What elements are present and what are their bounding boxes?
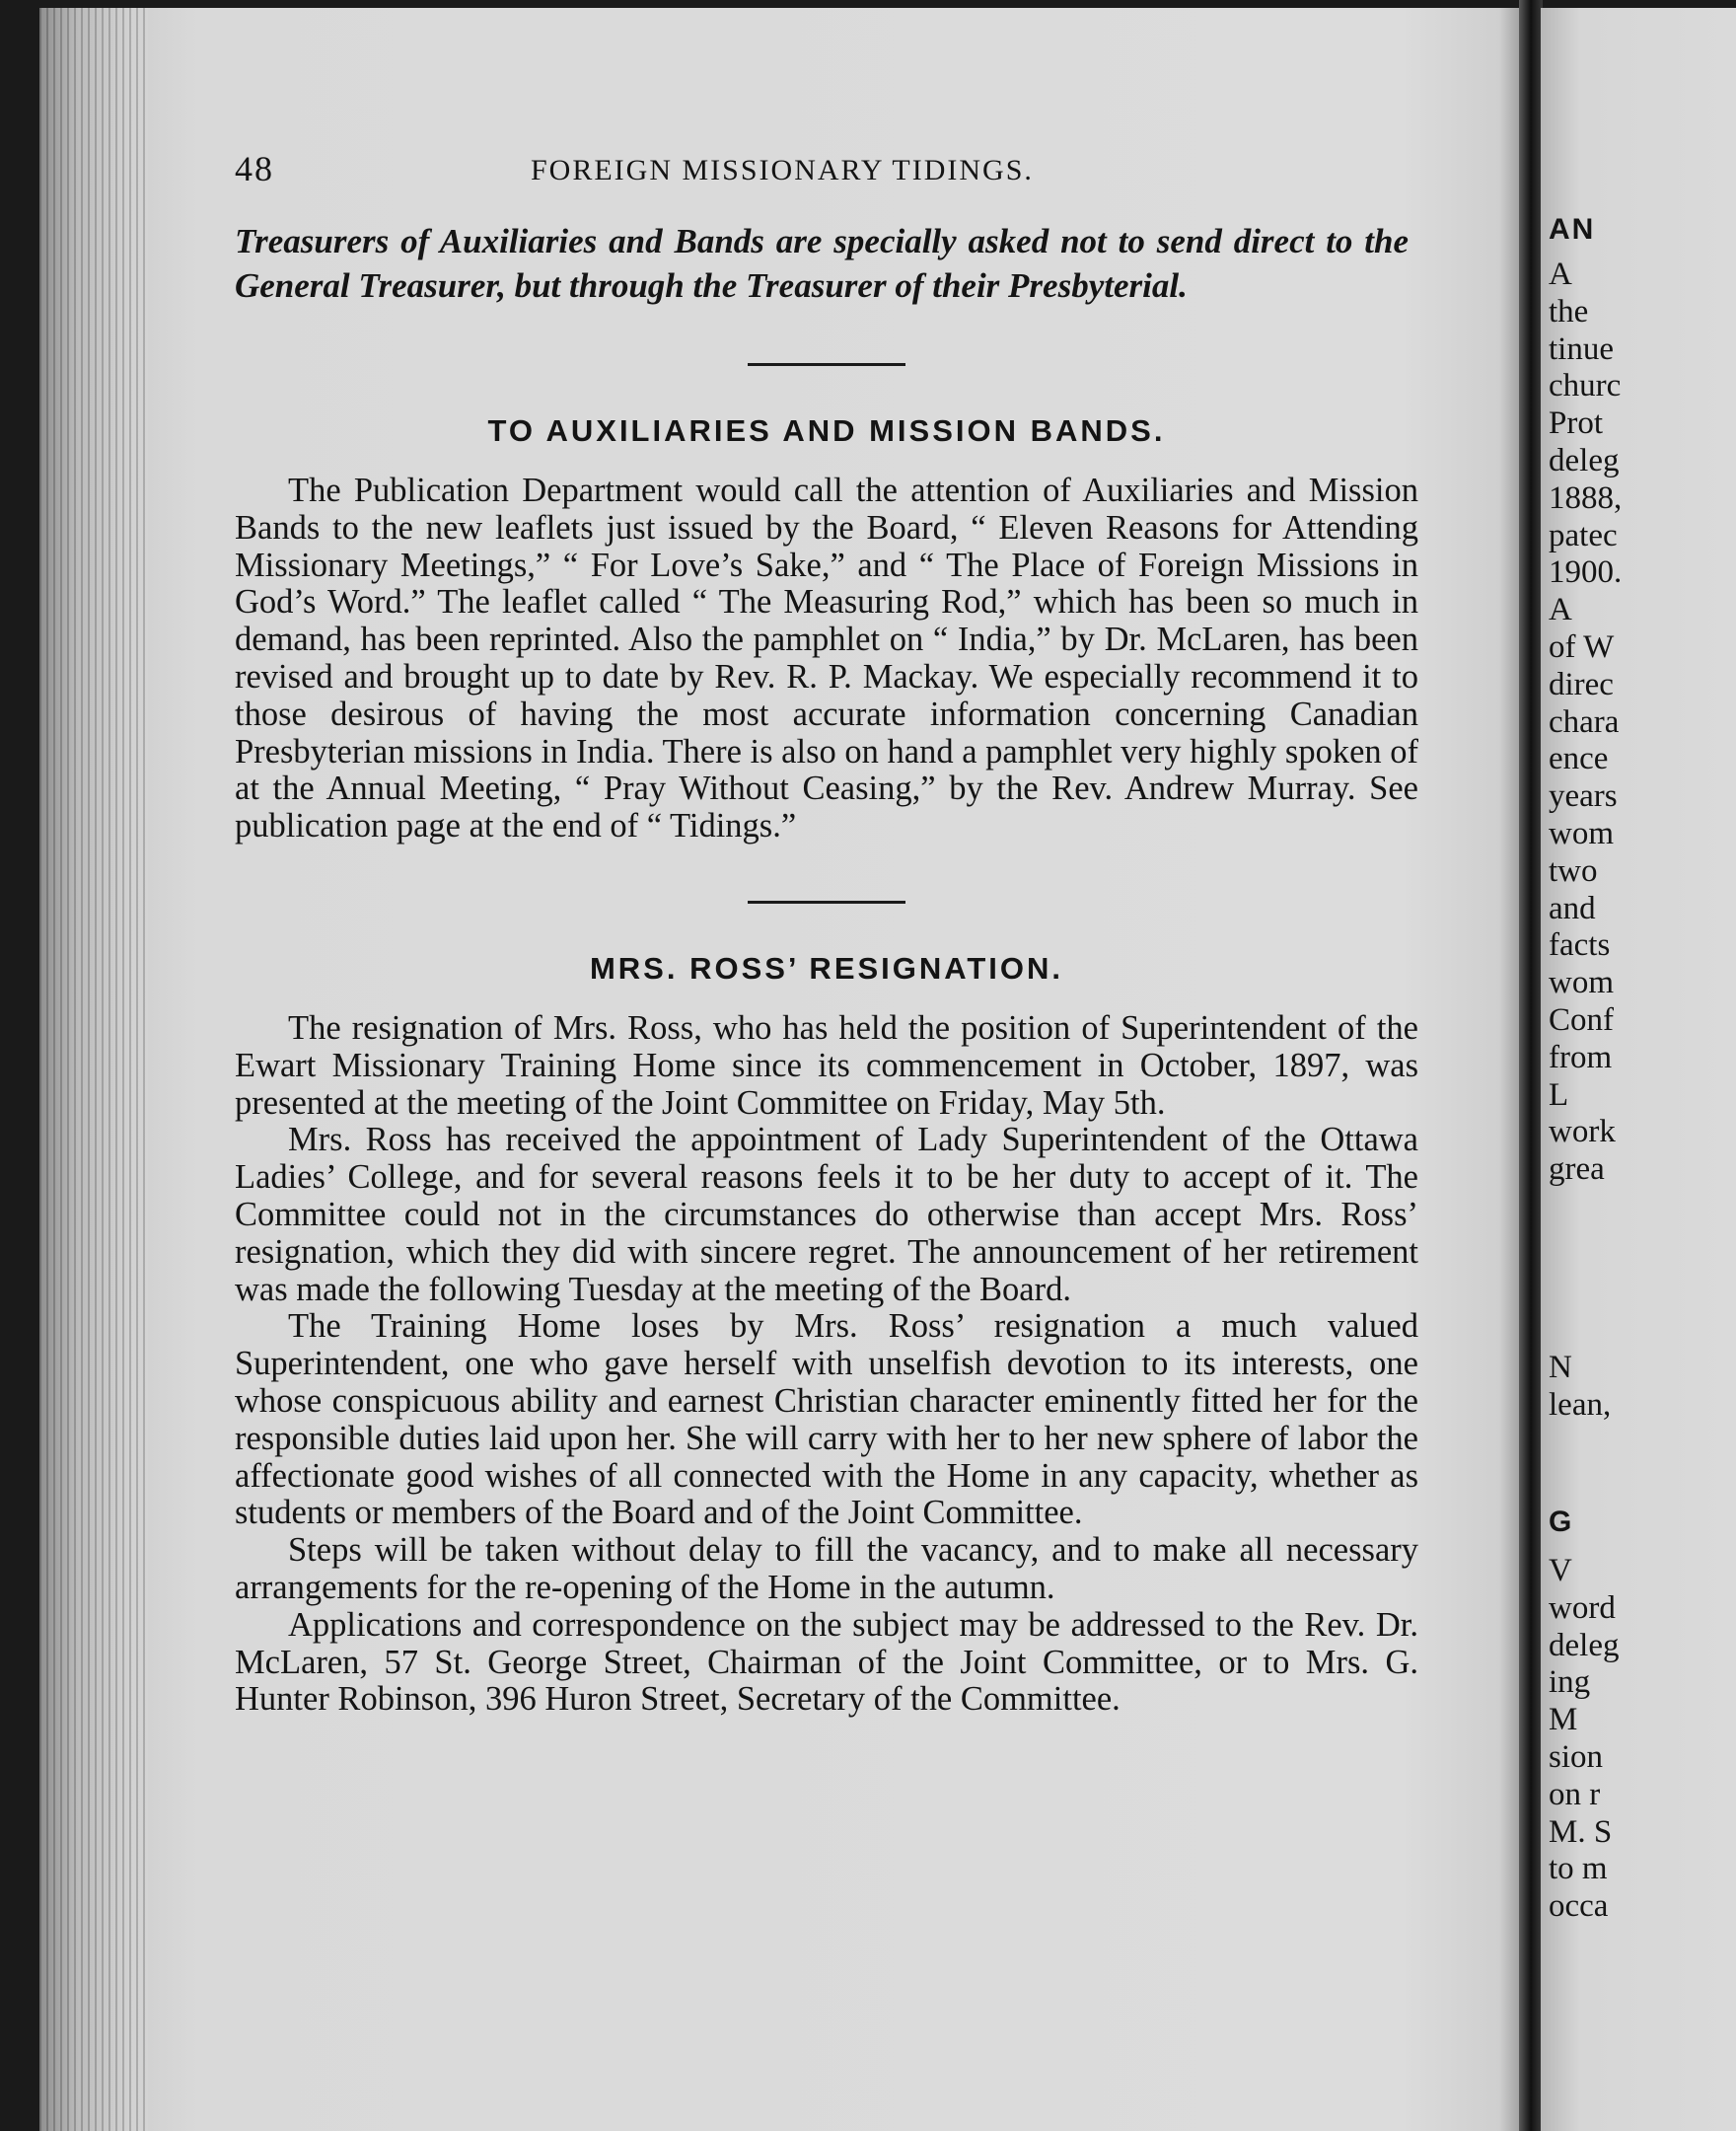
text-fragment: of W <box>1549 628 1615 665</box>
text-fragment: A <box>1549 257 1572 292</box>
text-fragment: word <box>1549 1589 1616 1626</box>
text-fragment: V <box>1549 1553 1572 1588</box>
text-fragment: sion <box>1549 1738 1604 1775</box>
section-divider <box>748 363 905 366</box>
text-fragment: M. S <box>1549 1813 1613 1850</box>
text-fragment: two <box>1549 852 1598 889</box>
paragraph: The Training Home loses by Mrs. Ross’ resignation a much valued Superintendent, one who gave herself with unselfish devotion to its interests, one whose conspicuous ability and earnest Christian character eminently fitted her for the responsible duties laid upon her. She will carry with her to her new sphere of labor the affectionate good wishes of all connected with the Home in any capacity, whether as students or members of the Board and of the Joint Committee. <box>235 1307 1418 1532</box>
text-fragment: Prot <box>1549 405 1604 442</box>
text-fragment: grea <box>1549 1151 1605 1188</box>
text-fragment: the <box>1549 293 1589 330</box>
text-fragment: 1888, <box>1549 479 1623 516</box>
text-fragment: tinue <box>1549 331 1614 367</box>
text-fragment: ence <box>1549 741 1609 777</box>
treasurers-notice: Treasurers of Auxiliaries and Bands are specially asked not to send direct to the General Treasurer, but through the Treasurer of their Presbyterial. <box>235 222 1409 305</box>
text-fragment: churc <box>1549 368 1622 404</box>
text-fragment: on r <box>1549 1776 1601 1812</box>
text-fragment: to m <box>1549 1851 1608 1887</box>
text-fragment: M <box>1549 1702 1578 1738</box>
right-page-text-top <box>1549 257 1622 1189</box>
text-fragment: work <box>1549 1114 1616 1150</box>
right-page-heading: G <box>1549 1506 1574 1538</box>
text-fragment: chara <box>1549 703 1620 740</box>
paragraph: Applications and correspondence on the subject may be addressed to the Rev. Dr. McLaren, 57 St. George Street, Chairman of the Joint Committee, or to Mrs. G. Hunter Robinson, 396 Huron Street, Secretary of the Committee. <box>235 1605 1418 1719</box>
text-fragment: A <box>1549 592 1572 628</box>
journal-title: FOREIGN MISSIONARY TIDINGS. <box>531 154 1034 186</box>
text-fragment: patec <box>1549 517 1618 553</box>
page-edges <box>39 8 148 2131</box>
right-page-text-middle <box>1549 1350 1611 1425</box>
right-page <box>1541 8 1736 2131</box>
text-fragment: L <box>1549 1076 1569 1113</box>
right-page-text-bottom <box>1549 1553 1619 1926</box>
text-fragment: facts <box>1549 927 1611 964</box>
page-number: 48 <box>235 149 274 188</box>
section-heading-resignation: MRS. ROSS’ RESIGNATION. <box>589 950 1064 986</box>
text-fragment: ing <box>1549 1664 1591 1701</box>
left-page-content <box>235 148 1418 1719</box>
paragraph: Steps will be taken without delay to fill the vacancy, and to make all necessary arrangements for the re-opening of the Home in the autumn. <box>235 1531 1418 1606</box>
running-head <box>235 148 1418 195</box>
text-fragment: occa <box>1549 1888 1609 1925</box>
book-gutter <box>1519 0 1543 2131</box>
text-fragment: wom <box>1549 965 1614 1001</box>
paragraph: Mrs. Ross has received the appointment of Lady Superintendent of the Ottawa Ladies’ College, and for several reasons feels it to be her duty to accept of it. The Committee could not in the circumstances do otherwise than accept Mrs. Ross’ resignation, which they did with sincere regret. The announcement of her retirement was made the following Tuesday at the meeting of the Board. <box>235 1121 1418 1308</box>
text-fragment: wom <box>1549 815 1614 851</box>
text-fragment: lean, <box>1549 1386 1612 1423</box>
text-fragment: N <box>1549 1350 1572 1385</box>
text-fragment: years <box>1549 778 1618 815</box>
text-fragment: and <box>1549 890 1596 926</box>
section-heading-auxiliaries: TO AUXILIARIES AND MISSION BANDS. <box>487 413 1166 448</box>
text-fragment: 1900. <box>1549 554 1623 591</box>
text-fragment: deleg <box>1549 1627 1620 1663</box>
paragraph: The Publication Department would call the attention of Auxiliaries and Mission Bands to the new leaflets just issued by the Board, “ Eleven Reasons for Attending Missionary Meetings,” “ For Love’s Sake,” and “ The Place of Foreign Missions in God’s Word.” The leaflet called “ The Measuring Rod,” which has been so much in demand, has been reprinted. Also the pamphlet on “ India,” by Dr. McLaren, has been revised and brought up to date by Rev. R. P. Mackay. We especially recommend it to those desirous of having the most accurate information concerning Canadian Presbyterian missions in India. There is also on hand a pamphlet very highly spoken of at the Annual Meeting, “ Pray Without Ceasing,” by the Rev. Andrew Murray. See publication page at the end of “ Tidings.” <box>235 472 1418 845</box>
text-fragment: Conf <box>1549 1001 1614 1038</box>
text-fragment: from <box>1549 1039 1613 1075</box>
section-divider <box>748 901 905 904</box>
text-fragment: deleg <box>1549 442 1620 478</box>
text-fragment: direc <box>1549 666 1614 702</box>
right-page-heading: AN <box>1549 213 1596 246</box>
paragraph: The resignation of Mrs. Ross, who has held the position of Superintendent of the Ewart Missionary Training Home since its commencement in October, 1897, was presented at the meeting of the Joint Committee on Friday, May 5th. <box>235 1008 1418 1122</box>
